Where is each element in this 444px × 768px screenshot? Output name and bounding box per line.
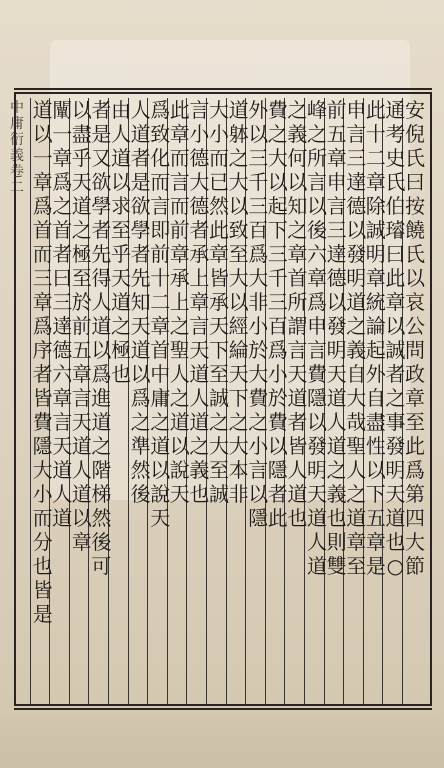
text-column: 爲 致 化 而 言 即 前 十 二 章 首 中 庸 之 道 以 說 天 bbox=[150, 98, 171, 530]
margin-title: 中庸衍義 卷二 bbox=[10, 100, 24, 196]
top-rule bbox=[14, 88, 432, 90]
text-column: 闡 一 章 爲 之 首 者 曰 三 達 德 六 章 言 天 道 人 道 bbox=[52, 98, 73, 530]
text-column: 費 之 大 以 起 下 三 千 三 百 爲 小 於 費 以 隱 者 此 bbox=[267, 98, 288, 530]
text-column: 大 小 而 已 然 此 章 皆 承 天 下 至 誠 之 大 至 誠 bbox=[209, 98, 229, 506]
text-column: 外 以 三 千 三 百 爲 大 非 小 於 大 費 之 小 言 以 隱 bbox=[248, 98, 269, 530]
text-column: 人 道 者 是 欲 學 者 先 知 天 道 以 爲 之 準 然 後 bbox=[130, 98, 151, 506]
text-column: 此 十 二 章 除 誠 明 章 統 論 起 外 自 盡 性 以 下 五 章 是 bbox=[365, 98, 386, 578]
bottom-shadow bbox=[0, 710, 444, 768]
text-column: 通 考 史 氏 伯 璿 曰 此 章 以 誠 者 之 事 發 明 天 道 也 ○ bbox=[385, 98, 406, 578]
text-column: 安 倪 氏 曰 按 饒 氏 以 哀 公 問 政 章 至 此 爲 第 四 大 節 bbox=[405, 98, 425, 578]
text-column: 言 小 德 大 德 者 承 上 章 言 天 道 人 道 之 義 也 bbox=[189, 98, 210, 506]
text-column: 由 人 道 以 求 至 乎 天 道 之 極 也 bbox=[111, 98, 131, 386]
text-column: 之 義 何 以 知 之 章 首 所 謂 言 天 道 者 皆 人 道 也 bbox=[287, 98, 308, 530]
text-column: 峰 之 所 言 以 後 六 章 爲 申 言 費 隱 以 發 明 天 道 人 道 bbox=[307, 98, 327, 578]
text-column: 道 躰 之 大 以 致 至 大 以 經 綸 天 下 之 大 本 非 bbox=[228, 98, 249, 506]
column-divider bbox=[30, 98, 31, 704]
text-column: 道 以 一 章 爲 首 而 三 章 爲 序 者 皆 費 隱 大 小 而 分 也 皆 是 bbox=[32, 98, 53, 626]
text-column: 前 五 章 申 言 三 達 德 以 發 明 天 道 人 道 之 義 也 則 雙 bbox=[326, 98, 347, 578]
text-column: 此 章 而 言 而 前 章 承 上 之 聖 人 之 道 以 說 天 bbox=[169, 98, 190, 506]
text-column: 申 言 三 達 德 以 發 明 道 之 義 自 大 哉 聖 人 之 道 章 至 bbox=[346, 98, 367, 578]
text-column: 以 盡 乎 天 道 之 極 至 於 前 五 章 言 天 道 人 道 以 章 bbox=[71, 98, 92, 554]
text-column: 者 是 又 欲 學 者 先 得 人 道 以 爲 進 道 之 階 梯 然 後 可 bbox=[91, 98, 112, 578]
